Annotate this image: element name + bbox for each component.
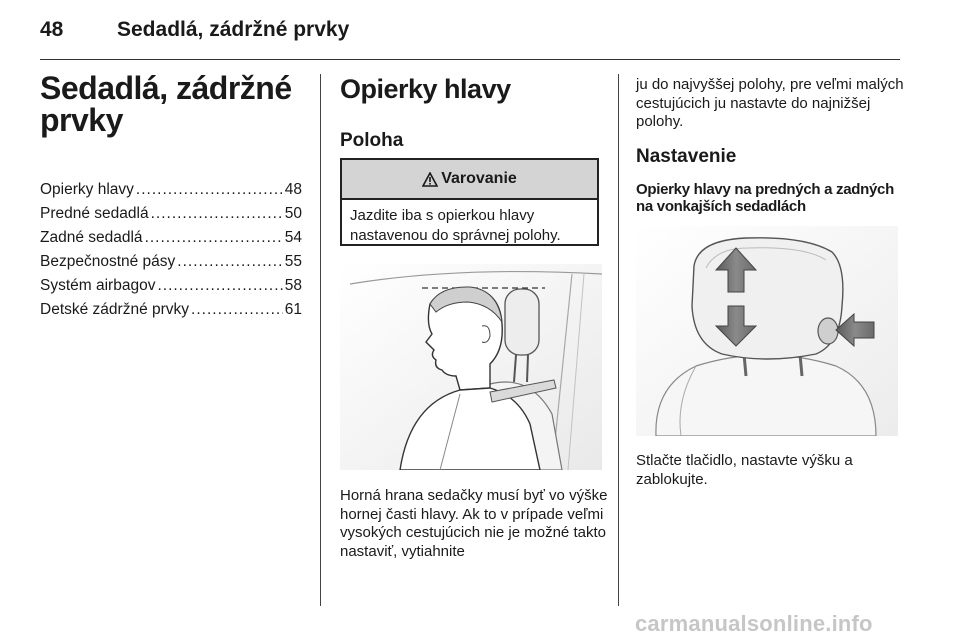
toc-item-title: Predné sedadlá — [40, 205, 149, 222]
toc-leader — [177, 250, 282, 274]
toc-item-page: 54 — [284, 229, 302, 246]
page-number: 48 — [40, 18, 64, 41]
toc-item-title: Systém airbagov — [40, 277, 156, 294]
toc-leader — [151, 202, 283, 226]
driver-headrest-illustration — [340, 264, 602, 470]
toc-item[interactable] — [40, 202, 302, 226]
header-rule — [40, 59, 900, 60]
running-title: Sedadlá, zádržné prvky — [117, 18, 350, 41]
toc-item-title: Zadné sedadlá — [40, 229, 143, 246]
watermark: carmanualsonline.info — [635, 611, 873, 636]
toc-item-title: Bezpečnostné pásy — [40, 253, 176, 270]
column-divider-2 — [618, 74, 619, 606]
warning-triangle-icon — [422, 172, 438, 187]
body-paragraph-2: ju do najvyššej polohy, pre veľmi malých cestujúcich ju nastavte do najnižšej polohy. — [636, 76, 904, 130]
toc-item-title: Detské zádržné prvky — [40, 301, 190, 318]
toc-item-page: 48 — [284, 181, 302, 198]
toc-item-title: Opierky hlavy — [40, 181, 134, 198]
warning-label: Varovanie — [441, 170, 517, 187]
toc-leader — [191, 298, 283, 322]
toc-item-page: 50 — [284, 205, 302, 222]
toc-item-page: 58 — [284, 277, 302, 294]
warning-text: Jazdite iba s opierkou hlavy nastavenou do správnej polohy. — [350, 207, 561, 244]
adjustment-title: Nastavenie — [636, 146, 737, 167]
toc-item[interactable] — [40, 226, 302, 250]
warning-box — [340, 158, 599, 246]
table-of-contents — [40, 178, 302, 322]
toc-item[interactable] — [40, 178, 302, 202]
toc-item-page: 55 — [284, 253, 302, 270]
toc-item[interactable] — [40, 274, 302, 298]
body-paragraph-3: Stlačte tlačidlo, nastavte výšku a zablokujte. — [636, 452, 853, 488]
adjustment-subtitle: Opierky hlavy na predných a zadných na vonkajších sedadlách — [636, 181, 894, 215]
section-title: Opierky hlavy — [340, 74, 511, 104]
toc-leader — [136, 178, 283, 202]
toc-item-page: 61 — [284, 301, 302, 318]
chapter-title: Sedadlá, zádržné prvky — [40, 70, 292, 138]
subsection-title: Poloha — [340, 130, 404, 151]
toc-item[interactable] — [40, 298, 302, 322]
toc-leader — [157, 274, 282, 298]
column-divider-1 — [320, 74, 321, 606]
warning-header — [342, 160, 597, 200]
body-paragraph-1: Horná hrana sedačky musí byť vo výške hornej časti hlavy. Ak to v prípade veľmi vysokých cestujúcich nie je možné takto nastaviť, vytiahnite — [340, 487, 608, 560]
toc-item[interactable] — [40, 250, 302, 274]
headrest-adjust-illustration — [636, 226, 898, 436]
toc-leader — [145, 226, 283, 250]
